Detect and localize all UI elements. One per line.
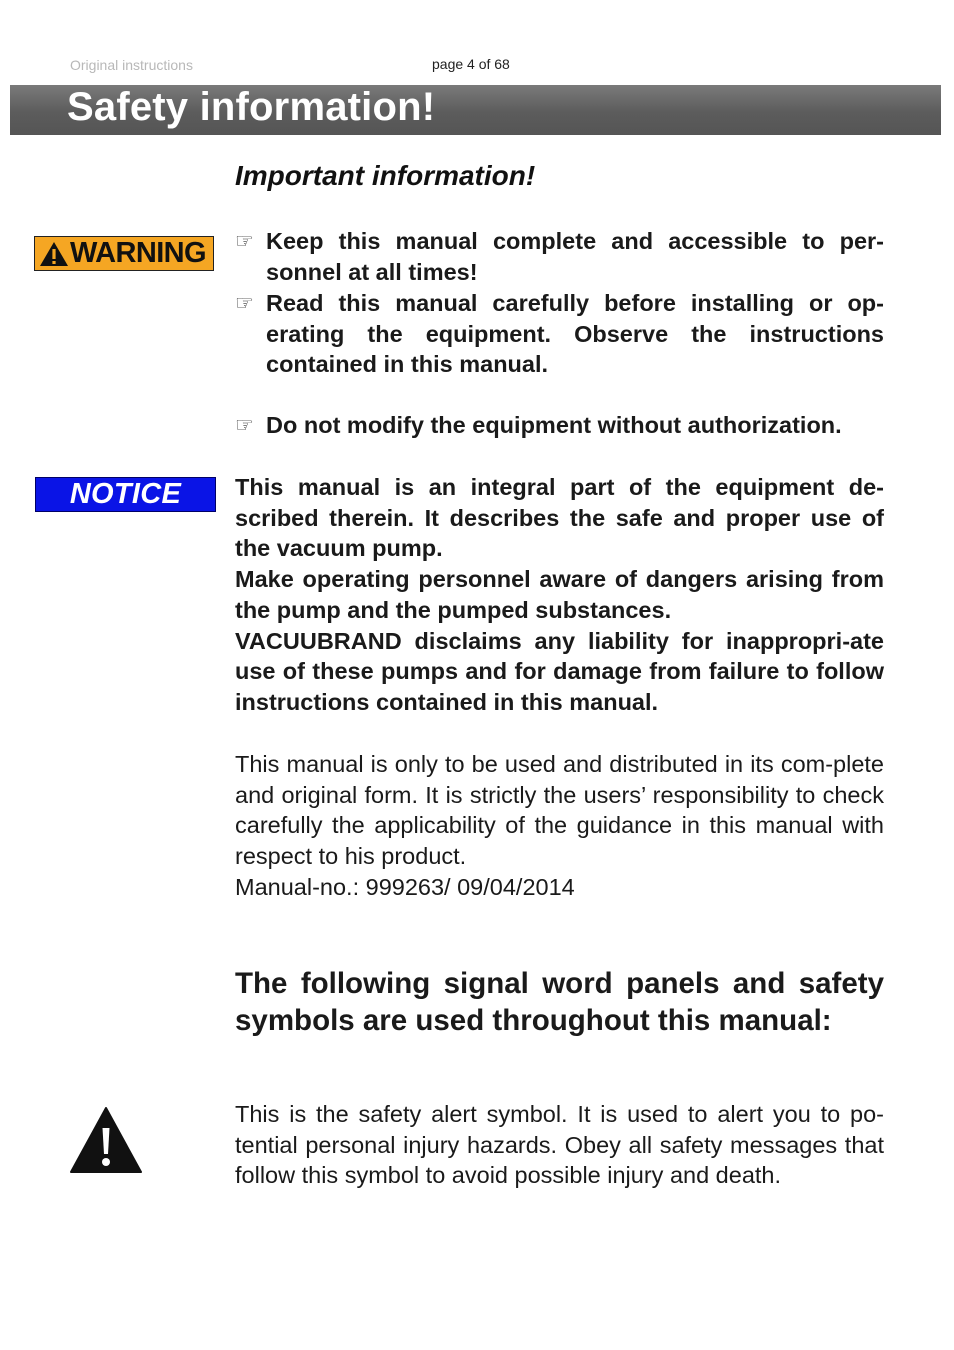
bullet-text: Read this manual carefully before installing or op-erating the equipment. Observe the instructions contained in this manual.: [266, 290, 884, 378]
pointing-hand-icon: ☞: [235, 291, 254, 315]
pointing-hand-icon: ☞: [235, 413, 254, 437]
section-heading: The following signal word panels and safety symbols are used throughout this manual:: [235, 967, 884, 1037]
page-number: page 4 of 68: [432, 56, 510, 72]
safety-alert-paragraph: This is the safety alert symbol. It is used to alert you to po-tential personal injury hazards. Obey all safety messages that follow this symbol to avoid possible injury and death.: [235, 1101, 884, 1189]
notice-badge: [35, 477, 216, 512]
bullet-item: [235, 410, 884, 441]
safety-alert-icon: [69, 1106, 143, 1174]
notice-paragraph: This manual is an integral part of the equipment de-scribed therein. It describes the safe and proper use of the vacuum pump.: [235, 474, 884, 562]
notice-paragraph: VACUUBRAND disclaims any liability for inappropri-ate use of these pumps and for damage from failure to follow instructions contained in this manual.: [235, 627, 884, 715]
bullet-item: [235, 288, 884, 380]
bullet-item: [235, 226, 884, 287]
warning-label: WARNING: [70, 237, 206, 269]
page-title: Safety information!: [67, 85, 436, 129]
notice-paragraph: Make operating personnel aware of dangers arising from the pump and the pumped substances.: [235, 566, 884, 623]
warning-badge: [34, 236, 214, 271]
distribution-text-block: [235, 749, 884, 903]
header-left: Original instructions: [70, 57, 193, 73]
notice-text-block: [235, 472, 884, 718]
safety-alert-text: [235, 1099, 884, 1191]
important-information-heading: Important information!: [235, 160, 536, 191]
manual-number: Manual-no.: 999263/ 09/04/2014: [235, 873, 575, 900]
bullet-text: Keep this manual complete and accessible to per-sonnel at all times!: [266, 228, 884, 285]
title-bar: [10, 85, 941, 135]
distribution-paragraph: This manual is only to be used and distributed in its com-plete and original form. It is strictly the users’ responsibility to check carefully the applicability of the guidance in this manual with respect to his product.: [235, 751, 884, 870]
bullet-text: Do not modify the equipment without authorization.: [266, 412, 842, 438]
warning-triangle-icon: [39, 241, 69, 267]
notice-label: NOTICE: [69, 478, 182, 510]
pointing-hand-icon: ☞: [235, 229, 254, 253]
